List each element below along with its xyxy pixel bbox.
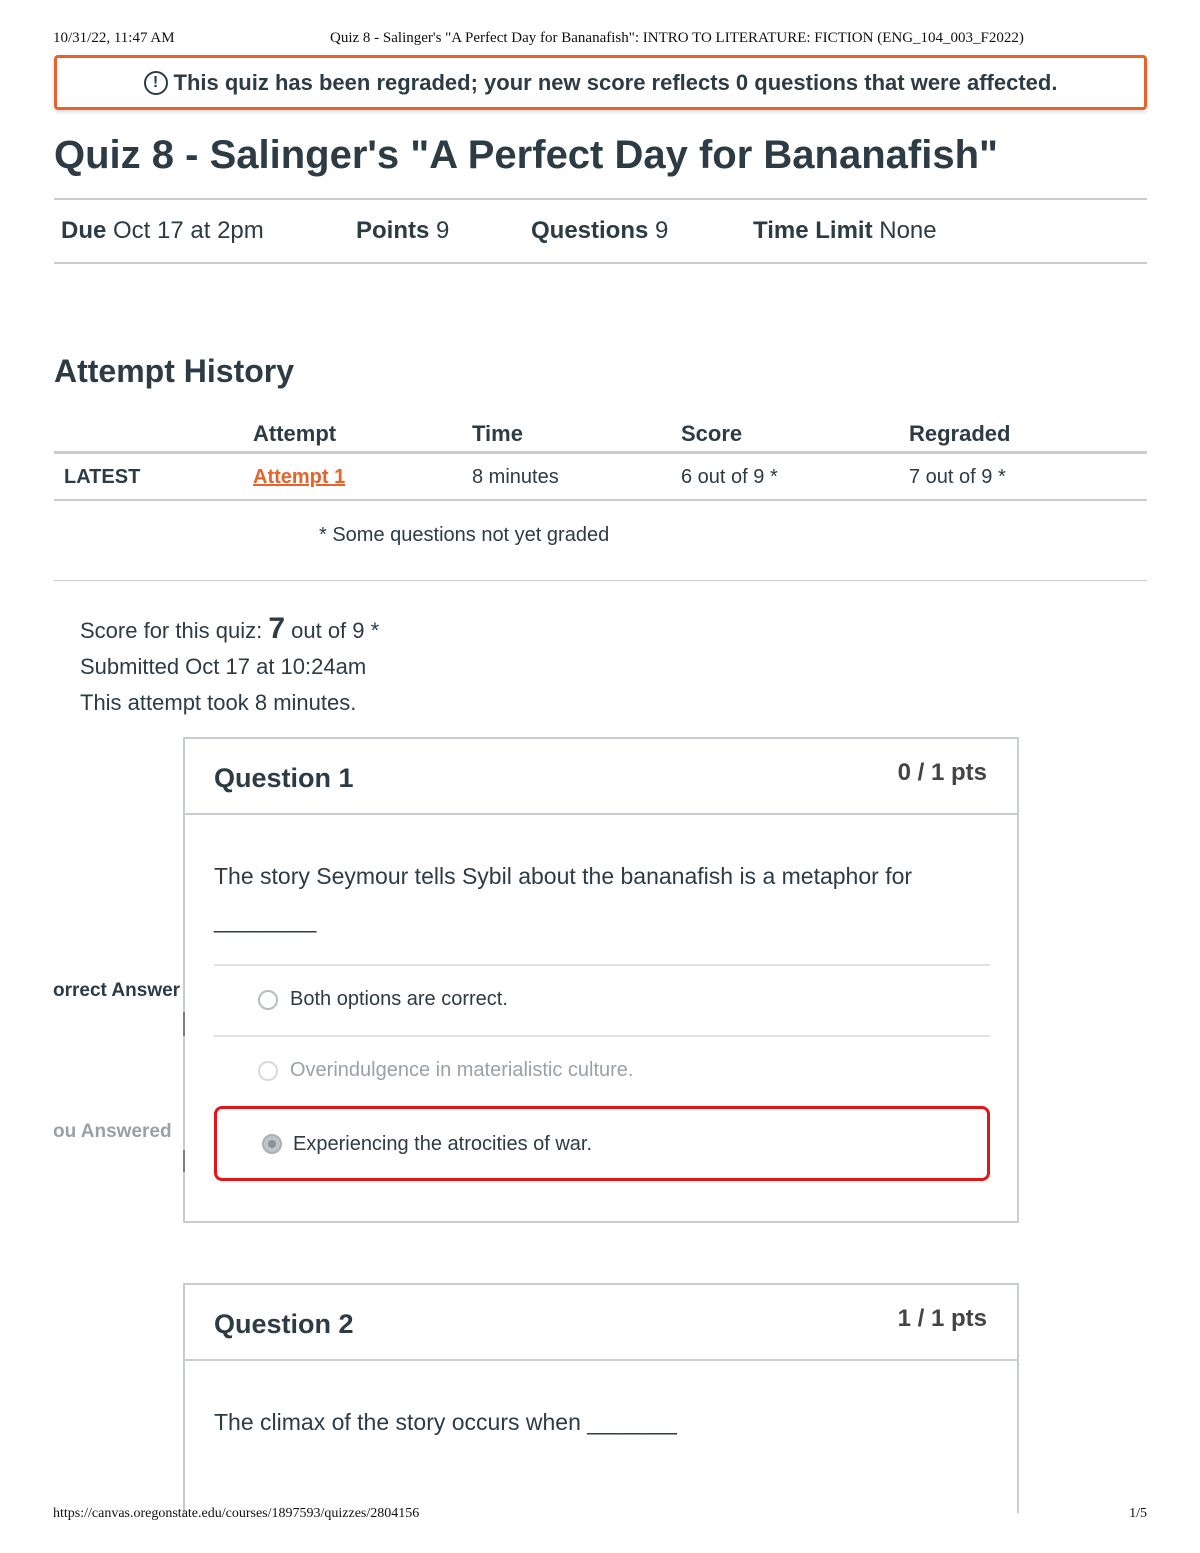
attempt-1-link[interactable]: Attempt 1 [253,466,346,488]
print-url: https://canvas.oregonstate.edu/courses/1897593/quizzes/2804156 [53,1506,420,1521]
column-header-score: Score [681,421,743,446]
question-card [183,737,1019,1223]
latest-tag: LATEST [64,466,141,488]
answer-option [214,964,990,1035]
print-page-title: Quiz 8 - Salinger's "A Perfect Day for Bananafish": INTRO TO LITERATURE: FICTION (ENG_104_003_F2022) [330,30,1024,46]
question-points: 0 / 1 pts [897,759,987,786]
column-header-time: Time [472,421,523,446]
regrade-alert-text: This quiz has been regraded; your new score reflects 0 questions that were affected. [173,69,1058,95]
answer-option [214,1035,990,1106]
radio-icon [258,990,278,1010]
time-limit-label: Time Limit [753,217,873,244]
section-divider [54,580,1147,581]
due-label: Due [61,217,107,244]
print-footer [53,1506,1147,1526]
correct-answer-marker [183,1012,185,1036]
points-value: 9 [436,217,450,244]
attempt-regraded-score: 7 out of 9 * [909,466,1006,488]
you-answered-marker [183,1150,185,1172]
radio-icon [258,1061,278,1081]
question-title: Question 1 [214,763,354,793]
column-header-regraded: Regraded [909,421,1011,446]
table-header [54,413,1147,454]
attempt-history-table [54,413,1147,501]
print-page-number: 1/5 [1129,1506,1147,1521]
score-value: 7 [268,612,285,645]
question-points: 1 / 1 pts [897,1305,987,1332]
due-value: Oct 17 at 2pm [113,217,264,244]
table-row [54,454,1147,501]
answer-list [214,964,990,1181]
time-limit [753,217,937,245]
you-answered-label: ou Answered [53,1121,172,1142]
attempt-score: 6 out of 9 * [681,466,778,488]
answer-option-selected [214,1106,990,1181]
points-label: Points [356,217,430,244]
question-header [185,1285,1017,1361]
questions-count [531,217,668,245]
attempt-history-heading: Attempt History [54,353,295,389]
question-title: Question 2 [214,1309,354,1339]
score-prefix: Score for this quiz: [80,618,263,643]
quiz-score-summary [80,612,379,646]
answer-label: Overindulgence in materialistic culture. [290,1059,634,1081]
answer-label: Experiencing the atrocities of war. [293,1133,593,1155]
questions-value: 9 [655,217,669,244]
question-header [185,739,1017,815]
exclamation-circle-icon: ! [144,71,168,95]
questions-label: Questions [531,217,649,244]
grading-note: * Some questions not yet graded [319,524,610,546]
radio-selected-icon [262,1134,282,1154]
regrade-alert [54,55,1147,110]
attempt-time: 8 minutes [472,466,559,488]
column-header-attempt: Attempt [253,421,337,446]
score-suffix: out of 9 * [291,618,380,643]
due-date [61,217,264,245]
answer-label: Both options are correct. [290,988,508,1010]
attempt-duration: This attempt took 8 minutes. [80,690,357,715]
print-datetime: 10/31/22, 11:47 AM [53,30,175,46]
time-limit-value: None [879,217,937,244]
question-text: The story Seymour tells Sybil about the bananafish is a metaphor for ________ [214,863,913,933]
points-total [356,217,449,245]
question-text: The climax of the story occurs when _______ [214,1409,677,1435]
quiz-meta-bar [54,198,1147,264]
question-card [183,1283,1019,1513]
page-title: Quiz 8 - Salinger's "A Perfect Day for Bananafish" [54,133,998,177]
print-header [53,30,1147,50]
correct-answer-label: orrect Answer [53,980,181,1001]
submitted-time: Submitted Oct 17 at 10:24am [80,654,367,679]
